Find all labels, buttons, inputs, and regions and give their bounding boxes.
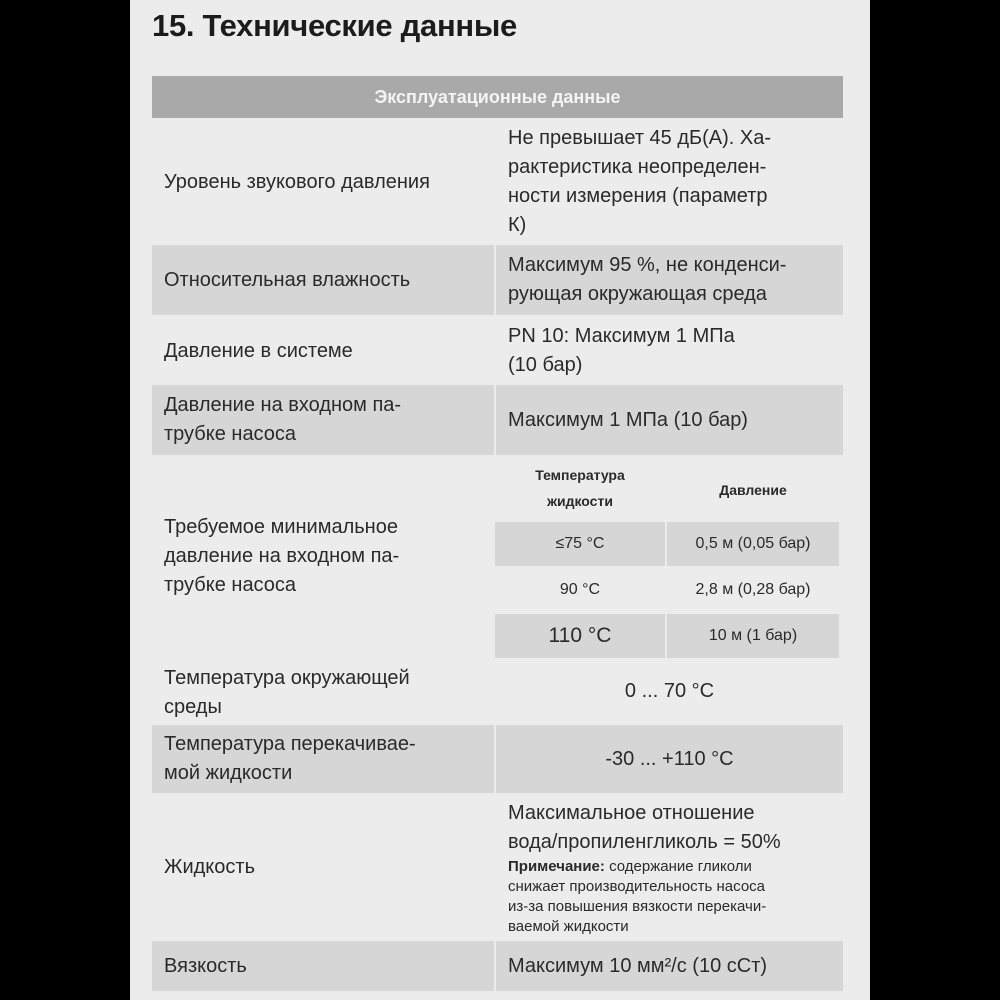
- table-row-liquid: [152, 797, 843, 937]
- table-row-inlet-pressure: [152, 385, 843, 455]
- subtable-row: 110 °C 10 м (1 бар): [495, 614, 840, 658]
- row-label: Температура перекачивае- мой жидкости: [152, 725, 494, 793]
- table-row-ambient-temperature: [152, 660, 843, 722]
- row-label: Относительная влажность: [152, 245, 494, 315]
- row-value: PN 10: Максимум 1 МПа (10 бар): [508, 325, 735, 376]
- row-value: Максимум 1 МПа (10 бар): [496, 385, 843, 455]
- table-row-humidity: [152, 245, 843, 315]
- page-title: 15. Технические данные: [152, 8, 517, 43]
- subtable-row: ≤75 °C 0,5 м (0,05 бар): [495, 522, 840, 566]
- row-label: Давление на входном па- трубке насоса: [152, 385, 494, 455]
- row-value: Не превышает 45 дБ(А). Ха- рактеристика неопределен- ности измерения (параметр К): [508, 127, 772, 236]
- table-row-system-pressure: [152, 318, 843, 384]
- note-label: Примечание:: [508, 858, 605, 875]
- document-page: [130, 0, 870, 1000]
- row-value: 0 ... 70 °C: [624, 679, 715, 702]
- row-label: Требуемое минимальное давление на входном па- трубке насоса: [164, 516, 400, 596]
- table-row-sound-pressure: [152, 122, 843, 242]
- table-row-viscosity: [152, 941, 843, 991]
- row-value: Максимальное отношение вода/пропиленгликоль = 50% Примечание: содержание гликоли снижает производительность насоса из-за повышения вязкости перекачи- ваемой жидкости: [496, 797, 843, 937]
- subtable-header: [495, 458, 840, 522]
- row-label: Уровень звукового давления: [164, 170, 430, 193]
- table-row-liquid-temperature: [152, 725, 843, 793]
- row-value: -30 ... +110 °C: [496, 725, 843, 793]
- min-pressure-subtable: [495, 458, 840, 660]
- row-label: Температура окружающей среды: [164, 667, 410, 718]
- subtable-header-temperature: Температура жидкости: [535, 467, 625, 509]
- row-value: Максимум 10 мм²/с (10 сСт): [496, 941, 843, 991]
- note: Примечание: содержание гликоли: [508, 858, 752, 875]
- row-label: Вязкость: [152, 941, 494, 991]
- row-label: Жидкость: [164, 855, 255, 878]
- row-value: Максимум 95 %, не конденси- рующая окружающая среда: [496, 245, 843, 315]
- subtable-row: 90 °C 2,8 м (0,28 бар): [559, 581, 811, 598]
- section-header: Эксплуатационные данные: [152, 76, 843, 118]
- subtable-header-pressure: Давление: [719, 482, 787, 498]
- row-label: Давление в системе: [164, 339, 353, 362]
